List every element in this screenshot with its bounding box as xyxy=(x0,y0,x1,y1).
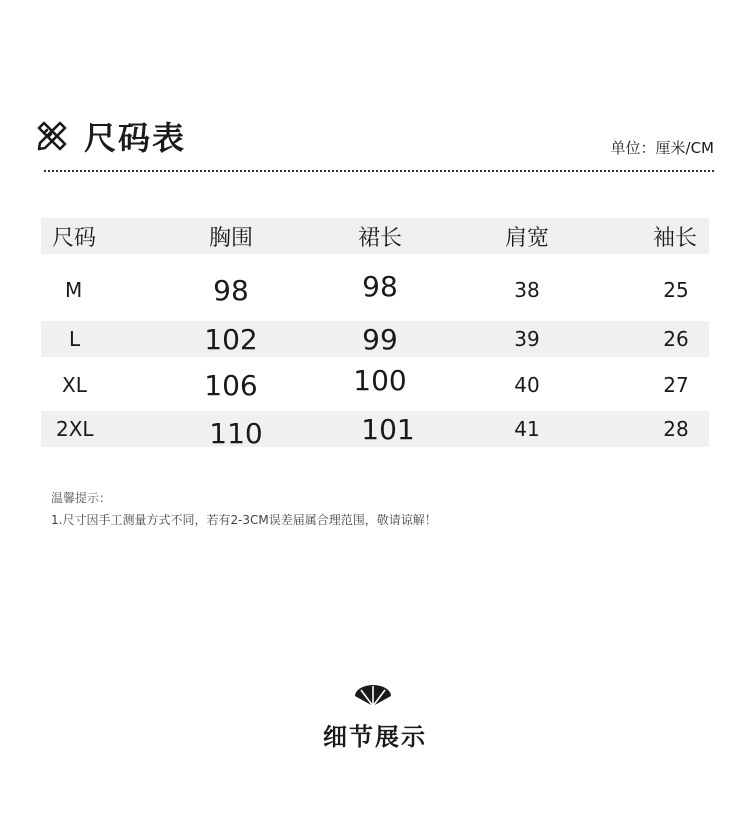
length-cell: 98 xyxy=(362,269,398,303)
column-header: 肩宽 xyxy=(504,225,550,251)
notes-text: 1.尺寸因手工测量方式不同，若有2-3CM误差届属合理范围，敬请谅解！ xyxy=(51,513,437,527)
chest-cell: 102 xyxy=(204,322,258,356)
table-row xyxy=(41,364,709,406)
notes-heading: 温馨提示： xyxy=(51,491,112,505)
page-title: 尺码表 xyxy=(84,119,187,157)
chest-cell: 106 xyxy=(204,368,258,402)
length-cell: 101 xyxy=(361,412,415,446)
column-header: 尺码 xyxy=(52,225,97,251)
table-row xyxy=(41,270,709,310)
shoulder-cell: 40 xyxy=(514,373,540,397)
column-header: 裙长 xyxy=(357,225,403,251)
sleeve-cell: 28 xyxy=(663,417,689,441)
table-header xyxy=(41,218,709,254)
shoulder-cell: 38 xyxy=(514,278,540,302)
sleeve-cell: 25 xyxy=(663,278,689,302)
chest-cell: 98 xyxy=(213,273,249,307)
dotted-divider xyxy=(44,170,714,172)
size-cell: M xyxy=(65,278,83,302)
table-row xyxy=(41,321,709,357)
table-row xyxy=(41,411,709,450)
size-cell: 2XL xyxy=(56,417,94,441)
sleeve-cell: 26 xyxy=(663,327,689,351)
size-cell: L xyxy=(69,327,81,351)
chest-cell: 110 xyxy=(209,416,263,450)
column-header: 袖长 xyxy=(652,225,698,251)
sleeve-cell: 27 xyxy=(663,373,689,397)
length-cell: 100 xyxy=(353,363,407,397)
size-cell: XL xyxy=(62,373,87,397)
fan-icon xyxy=(353,684,393,708)
ruler-pencil-icon xyxy=(35,119,69,153)
detail-section-title: 细节展示 xyxy=(323,723,427,751)
shoulder-cell: 41 xyxy=(514,417,540,441)
unit-label: 单位：厘米/CM xyxy=(610,139,714,157)
column-header: 胸围 xyxy=(208,225,254,251)
length-cell: 99 xyxy=(362,322,398,356)
shoulder-cell: 39 xyxy=(514,327,540,351)
